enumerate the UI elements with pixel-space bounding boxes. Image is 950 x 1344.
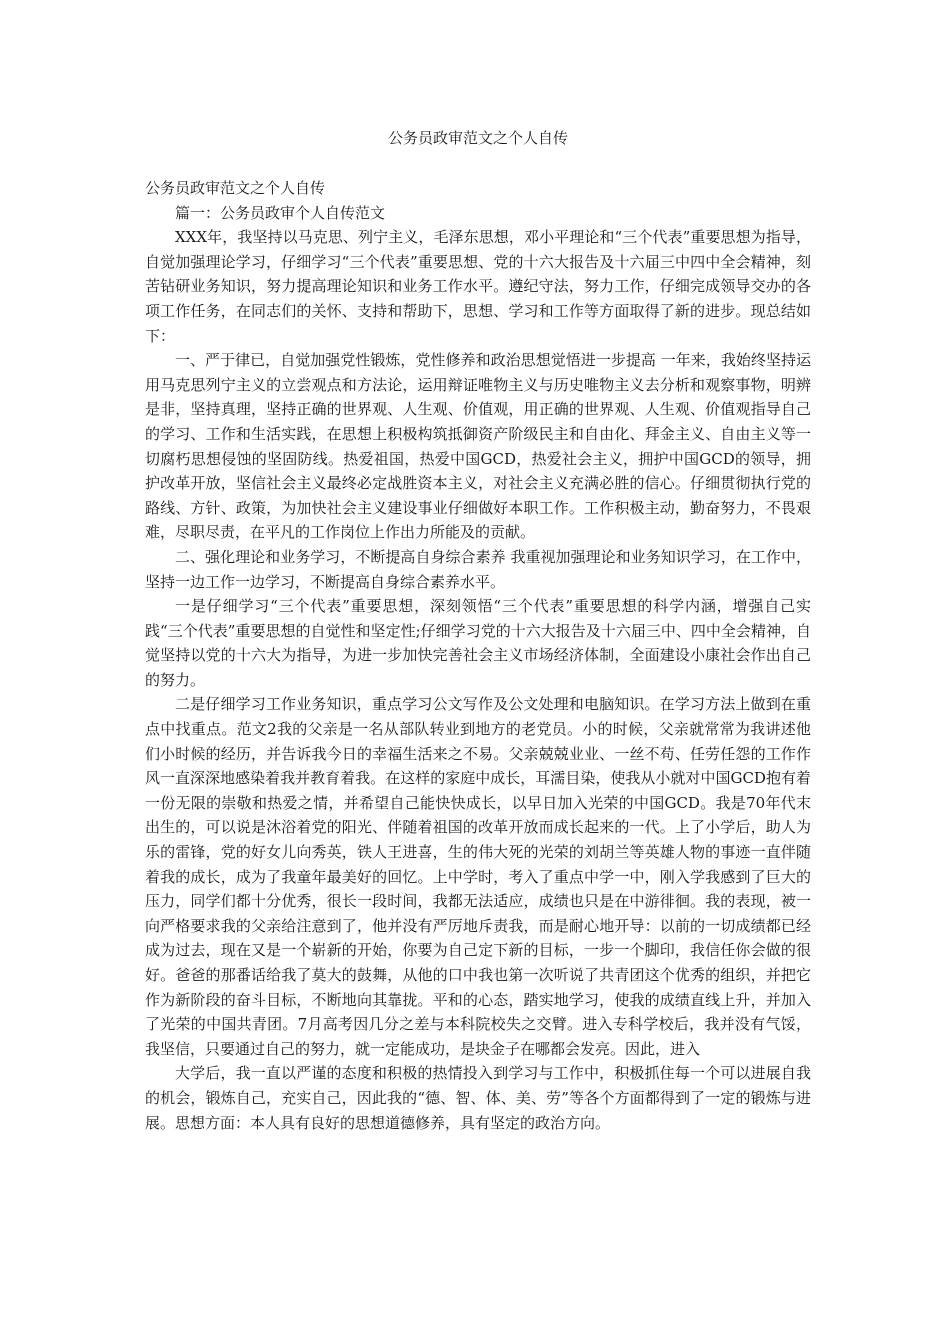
paragraph-intro: XXX年，我坚持以马克思、列宁主义，毛泽东思想，邓小平理论和“三个代表”重要思想为指导，自觉加强理论学习，仔细学习“三个代表”重要思想、党的十六大报告及十六届三中四中全会精神，刻苦钻研业务知识，努力提高理论知识和业务工作水平。遵纪守法，努力工作，仔细完成领导交办的各项工作任务，在同志们的关怀、支持和帮助下，思想、学习和工作等方面取得了新的进步。现总结如下： — [145, 228, 811, 345]
paragraph-part-two: 二、强化理论和业务学习，不断提高自身综合素养 我重视加强理论和业务知识学习，在工作中，坚持一边工作一边学习，不断提高自身综合素养水平。 — [145, 547, 811, 591]
document-title: 公务员政审范文之个人自传 — [387, 129, 568, 147]
document-body — [145, 176, 811, 1135]
section-heading: 篇一：公务员政审个人自传范文 — [175, 203, 386, 222]
subtitle-line: 公务员政审范文之个人自传 — [145, 179, 326, 197]
paragraph-part-one: 一、严于律已，自觉加强党性锻炼，党性修养和政治思想觉悟进一步提高 一年来，我始终坚持运用马克思列宁主义的立尝观点和方法论，运用辩证唯物主义与历史唯物主义去分析和观察事物，明辨是非，坚持真理，坚持正确的世界观、人生观、价值观，用正确的世界观、人生观、价值观指导自己的学习、工作和生活实践，在思想上积极构筑抵御资产阶级民主和自由化、拜金主义、自由主义等一切腐朽思想侵蚀的坚固防线。热爱祖国，热爱中国GCD，热爱社会主义，拥护中国GCD的领导，拥护改革开放，坚信社会主义最终必定战胜资本主义，对社会主义充满必胜的信心。仔细贯彻执行党的路线、方针、政策，为加快社会主义建设事业仔细做好本职工作。工作积极主动，勤奋努力，不畏艰难，尽职尽责，在平凡的工作岗位上作出力所能及的贡献。 — [145, 351, 811, 542]
paragraph-study-business: 二是仔细学习工作业务知识，重点学习公文写作及公文处理和电脑知识。在学习方法上做到在重点中找重点。范文2我的父亲是一名从部队转业到地方的老党员。小的时候，父亲就常常为我讲述他们小时候的经历，并告诉我今日的幸福生活来之不易。父亲兢兢业业、一丝不苟、任劳任怨的工作作风一直深深地感染着我并教育着我。在这样的家庭中成长，耳濡目染，使我从小就对中国GCD抱有着一份无限的崇敬和热爱之情，并希望自己能快快成长，以早日加入光荣的中国GCD。我是70年代末出生的，可以说是沐浴着党的阳光、伴随着祖国的改革开放而成长起来的一代。上了小学后，助人为乐的雷锋，党的好女儿向秀英，铁人王进喜，生的伟大死的光荣的刘胡兰等英雄人物的事迹一直伴随着我的成长，成为了我童年最美好的回忆。上中学时，考入了重点中学一中，刚入学我感到了巨大的压力，同学们都十分优秀，很长一段时间，我都无法适应，成绩也只是在中游徘徊。我的表现，被一向严格要求我的父亲给注意到了，他并没有严厉地斥责我，而是耐心地开导：以前的一切成绩都已经成为过去，现在又是一个崭新的开始，你要为自己定下新的目标，一步一个脚印，我信任你会做的很好。爸爸的那番话给我了莫大的鼓舞，从他的口中我也第一次听说了共青团这个优秀的组织，并把它作为新阶段的奋斗目标，不断地向其靠拢。平和的心态，踏实地学习，使我的成绩直线上升，并加入了光荣的中国共青团。7月高考因几分之差与本科院校失之交臂。进入专科学校后，我并没有气馁，我坚信，只要通过自己的努力，就一定能成功，是块金子在哪都会发亮。因此，进入 — [145, 695, 811, 1058]
paragraph-university: 大学后，我一直以严谨的态度和积极的热情投入到学习与工作中，积极抓住每一个可以进展自我的机会，锻炼自己，充实自己，因此我的“德、智、体、美、劳”等各个方面都得到了一定的锻炼与进展。思想方面：本人具有良好的思想道德修养，具有坚定的政治方向。 — [145, 1064, 811, 1132]
paragraph-study-theory: 一是仔细学习“三个代表”重要思想，深刻领悟“三个代表”重要思想的科学内涵，增强自己实践“三个代表”重要思想的自觉性和坚定性;仔细学习党的十六大报告及十六届三中、四中全会精神，自觉坚持以党的十六大为指导，为进一步加快完善社会主义市场经济体制，全面建设小康社会作出自己的努力。 — [145, 597, 811, 689]
